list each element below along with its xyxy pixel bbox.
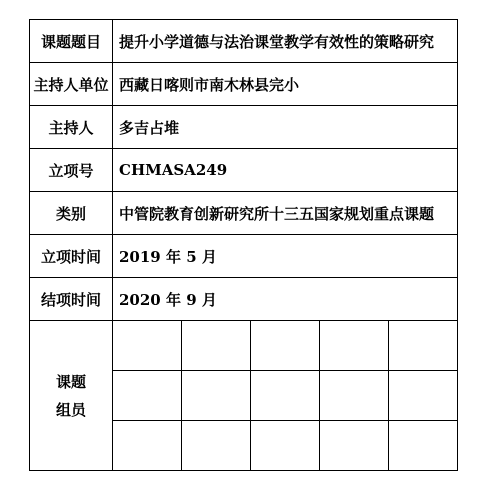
row-project-title (30, 20, 457, 63)
member-cell (182, 371, 251, 421)
row-project-number (30, 149, 457, 192)
members-grid (113, 321, 457, 470)
label-members-line1: 课题 (55, 372, 86, 391)
member-cell (251, 421, 320, 470)
row-host-unit (30, 63, 457, 106)
label-members-line2: 组员 (55, 400, 86, 419)
label-start-date: 立项时间 (30, 235, 113, 277)
label-project-title: 课题题目 (30, 20, 113, 62)
member-cell (113, 371, 182, 421)
row-start-date (30, 235, 457, 278)
member-cell (389, 321, 457, 371)
value-project-number: CHMASA249 (119, 161, 228, 179)
value-end-date: 2020 年 9 月 (119, 290, 217, 309)
value-host: 多吉占堆 (119, 118, 180, 137)
label-host-unit: 主持人单位 (30, 63, 113, 105)
value-start-date: 2019 年 5 月 (119, 247, 217, 266)
row-category (30, 192, 457, 235)
label-end-date: 结项时间 (30, 278, 113, 320)
member-cell (182, 421, 251, 470)
member-cell (320, 421, 389, 470)
member-cell (320, 371, 389, 421)
member-cell (389, 371, 457, 421)
member-cell (320, 321, 389, 371)
value-project-title: 提升小学道德与法治课堂教学有效性的策略研究 (119, 32, 435, 51)
value-category: 中管院教育创新研究所十三五国家规划重点课题 (119, 204, 435, 223)
label-members (30, 321, 113, 470)
member-cell (251, 321, 320, 371)
value-host-unit: 西藏日喀则市南木林县完小 (119, 75, 300, 94)
label-category: 类别 (30, 192, 113, 234)
label-project-number: 立项号 (30, 149, 113, 191)
row-end-date (30, 278, 457, 321)
member-cell (113, 421, 182, 470)
member-cell (113, 321, 182, 371)
project-info-table (29, 19, 458, 471)
row-host (30, 106, 457, 149)
label-host: 主持人 (30, 106, 113, 148)
member-cell (389, 421, 457, 470)
member-cell (251, 371, 320, 421)
member-cell (182, 321, 251, 371)
